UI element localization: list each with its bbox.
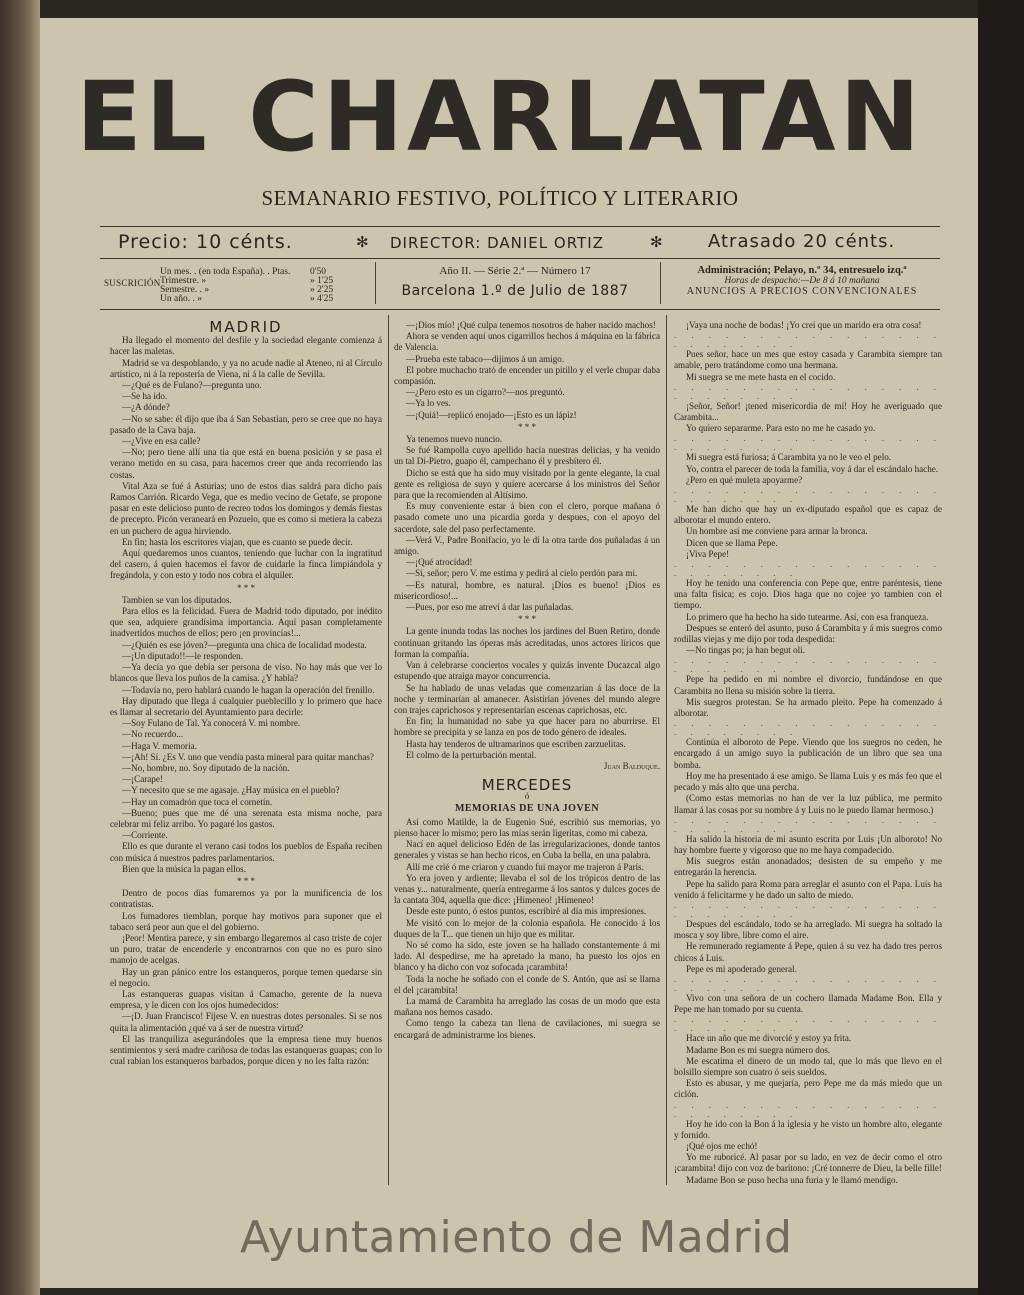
column-right: ¡Vaya una noche de bodas! ¡Yo creí que un marido era otra cosa! . . . . . . . . . . . . . . . . . . . . . . . . Pues señor, hace un mes que estoy casada y Carambita siempre tan amable, pero tratándome como una hermana. Mi suegra se me mete hasta en el cocido. . . . . . . . . . . . . . . . . . . . . . . . . ¡Señor, Señor! ¡tened misericordia de mí! Hoy he averiguado que Carambita... Yo quiero separarme. Para esto no me he casado yo. . . . . . . . . . . . . . . . . . . . . . . . . Mi suegra está furiosa; á Carambita ya no le veo el pelo. Yo, contra el parecer de toda la familia, voy á dar el escándalo hache. ¿Pero en qué muleta apoyarme? . . . . . . . . . . . . . . . . . . . . . . . . Me han dicho que hay un ex-diputado español que es capaz de alborotar el mundo entero. Un hombre así me conviene para armar la bronca. Dicen que se llama Pepe. ¡Viva Pepe! . . . . . . . . . . . . . . . . . . . . . . . . Hoy he tenido una conferencia con Pepe que, entre paréntesis, tiene una falta física; es cojo. Dios haga que no cojee yo tambien con el tiempo. Lo primero que ha hecho ha sido tutearme. Así, con esa franqueza. Despues se enteró del asunto, puso á Carambita y á mis suegros como rodillas viejas y me dijo por toda despedida: —No tingas po; ja han begut oli. . . . . . . . . . . . . . . . . . . . . . . . . Pepe ha pedido en mi nombre el divorcio, fundándose en que Carambita no llena su misión sobre la tierra. Mis suegros protestan. Se ha armado pleito. Pepe ha comenzado á alborotar. . . . . . . . . . . . . . . . . . . . . . . . . Continúa el alboroto de Pepe. Viendo que los suegros no ceden, he encargado á un amigo suyo la publicación de un libro que sea una bomba. Hoy me ha presentado á ese amigo. Se llama Luis y es más feo que el pecado y más alto que una percha. (Como estas memorias no han de ver la luz pública, me permito llamar á las cosas por su nombre á y Luis no le puedo llamar hermoso.) . . . . . . . . . . . . . . . . . . . . . . . . Ha salido la historia de mi asunto escrita por Luis ¡Un alboroto! No hay hombre fuerte y vigoroso que no me haya compadecido. Mis suegros están anonadados; desisten de su empeño y me entregarán la herencia. Pepe ha salido para Roma para arreglar el asunto con el Papa. Luis ha venido á felicitarme y he dado un salto de miedo. . . . . . . . . . . . . . . . . . . . . . . . . Despues del escándalo, todo se ha arreglado. Mi suegra ha soltado la mosca y soy libre, libre como el aire. He remunerado regiamente á Pepe, quien á su vez ha dado tres perros chicos á Luis. Pepe es mi apoderado general. . . . . . . . . . . . . . . . . . . . . . . . . Vivo con una señora de un cochero llamada Madame Bon. Ella y Pepe me han tomado por su cuenta. . . . . . . . . . . . . . . . . . . . . . . . . Hace un año que me divorcié y estoy ya frita. Madame Bon es mi suegra número dos. Me escatima el dinero de un modo tal, que lo más que llevo en el bolsillo siempre son cuatro ó seis sueldos. Esto es abusar, y me quejaría, pero Pepe me da más miedo que un ciclón. . . . . . . . . . . . . . . . . . . . . . . . . Hoy he ido con la Bon á la iglesia y he visto un hombre alto, elegante y fornido. ¡Qué ojos me echó! Yo me ruboricé. Al pasar por su lado, en vez de decir como el otro ¡carambita! dijo con voz de barítono: ¡Cré tonnerre de Dieu, la belle fille! Madame Bon se puso hecha una furia y le llamó mendigo. [674,320,942,1185]
issue-number: Año II. — Série 2.ª — Número 17 [439,265,591,277]
article-heading: MADRID [209,320,283,336]
divider [375,262,376,304]
separator-star: ✻ [356,233,369,251]
section-break: * * * [237,875,255,886]
back-issue-price: Atrasado 20 cénts. [708,231,896,252]
section-break: * * * [518,421,536,432]
price: Precio: 10 cénts. [118,231,293,253]
rule-mid [100,258,940,259]
book-binding [0,0,40,1295]
rule-bottom [100,309,940,310]
section-break: * * * [237,582,255,593]
column-divider [666,315,667,1185]
info-bar [100,229,940,255]
story-title: MERCEDES [481,776,573,795]
subscription-row: Un mes. . (en toda España). . Ptas. 0'50 [160,267,326,277]
column-madrid: MADRID Ha llegado el momento del desfile y la sociedad elegante comienza á hacer las maletas. Madrid se va despoblando, y ya no acude nadie al Ateneo, ni al Círculo artístico, ni á la repostería de Viena, ni á la calle de Sevilla. —¿Qué es de Fulano?—pregunta uno. —Se ha ido. —¿A dónde? —No se sabe: él dijo que iba á San Sebastian, pero se cree que no haya pasado de la Cava baja. —¿Vive en esa calle? —No; pero tiene allí una tia que está en buena posición y se pasa el verano metido en su casa, para hacernos creer que anda recorriendo las costas. Vital Aza se fué á Asturias; uno de estos dias saldrá para dicho país Ramos Carrión. Ricardo Vega, que es medio vecino de Getafe, se propone pasar en este delicioso punto de recreo todos los domingos y demás fiestas de precepto. Picón veraneará en Pozuelo, que es como si metiera la cabeza en un puchero de agua hirviendo. En fin; hasta los escritores viajan, que es cuanto se puede decir. Aquí quedaremos unos cuantos, teniendo que luchar con la ingratitud del casero, á quien hacemos el favor de cuidarle la finca limpiándola y fregándola, y con esto y todo nos cobra el alquiler. * * * Tambien se van los diputados. Para ellos es la felicidad. Fuera de Madrid todo diputado, por inédito que sea, adquiere grandísima importancia. Aquí pasan completamente inadvertidos muchos de ellos; pero ¡en provincias!... —¿Quién es ese jóven?—pregunta una chica de localidad modesta. —¡Un diputado!!—le responden. —Ya decía yo que debía ser persona de viso. No hay más que ver lo blancos que lleva los puños de la camisa. ¿Y habla? —Todavía no, pero hablará cuando le hagan la operación del frenillo. Hay diputado que llega á cualquier pueblecillo y lo primero que hace es llamar al secretario del Ayuntamiento para decirle: —Soy Fulano de Tal. Ya conocerá V. mi nombre. —No recuerdo... —Haga V. memoria. —¡Ah! Sí. ¿Es V. uno que vendía pasta mineral para quitar manchas? —No, hombre, no. Soy diputado de la nación. —¡Carape! —Y necesito que se me agasaje. ¿Hay música en el pueblo? —Hay un comadrón que toca el cornetín. —Bueno; pues que me dé una serenata esta misma noche, para celebrar mi feliz arribo. Yo pagaré los gastos. —Corriente. Ello es que durante el verano casi todos los pueblos de España reciben con música á nuestros padres parlamentarios. Bien que la música la pagan ellos. * * * Dentro de pocos días fumaremos ya por la munificencia de los contratistas. Los fumadores tiemblan, porque hay motivos para suponer que el tabaco será peor aun que el del gobierno. ¡Peor! Mentira parece, y sin embargo llegaremos al caso triste de cojer un puro, tratar de encenderle y encontrarnos con que no es puro sino manojo de acelgas. Hay un gran pánico entre los estanqueros, porque temen quedarse sin el negocio. Las estanqueras guapas visitan á Camacho, gerente de la nueva empresa, y le dicen con los ojos humedecidos: —¡D. Juan Francisco! Fíjese V. en nuestras dotes personales. Si se nos quita la alimentación ¿qué va á ser de nuestra virtud? El las tranquiliza asegurándoles que la empresa tiene muy buenos sentimientos y será madre cariñosa de todas las estanqueras guapas; con lo cual rabian los estanqueros barbados, porque dicen y no les falta razón: [110,320,382,1067]
issue-date: Barcelona 1.º de Julio de 1887 [401,283,629,299]
rule-top [100,226,940,227]
subscription-row: Un año. . » » 4'25 [160,294,334,304]
watermark: Ayuntamiento de Madrid [240,1212,793,1263]
author-signature: Juan Balduque. [603,760,660,771]
masthead-subtitle: SEMANARIO FESTIVO, POLÍTICO Y LITERARIO [261,186,739,210]
masthead-title: EL CHARLATAN [76,61,924,173]
director: DIRECTOR: DANIEL ORTIZ [390,234,604,252]
column-divider [388,315,389,1185]
subscription-label: SUSCRICIÓN [104,278,161,288]
subscription-row: Trimestre. » » 1'25 [160,276,334,286]
divider [660,262,661,304]
separator-star: ✻ [650,233,663,251]
section-break: * * * [518,614,536,625]
issue-info [380,265,650,303]
administration-info: Administración; Pelayo, n.º 34, entresuelo izq.ª Horas de despacho:—De 8 á 10 mañana ANUNCIOS A PRECIOS CONVENCIONALES [686,265,918,297]
story-subtitle: MEMORIAS DE UNA JOVEN [454,802,600,814]
subscription-row: Semestre. . » » 2'25 [160,285,334,295]
column-middle: —¡Dios mío! ¡Qué culpa tenemos nosotros de haber nacido machos! Ahora se venden aquí unos cigarrillos hechos á máquina en la fábrica de Valencia. —Prueba este tabaco—dijimos á un amigo. El pobre muchacho trató de encender un pitillo y el verle chupar daba compasión. —¿Pero esto es un cigarro?—nos preguntó. —Ya lo ves. —¡Quiá!—replicó enojado—¡Esto es un lápiz! * * * Ya tenemos nuevo nuncio. Se fué Rampolla cuyo apellido hacía nuestras delicias, y ha venido un tal Di-Pietro, guapo él, campechano él y presbítero él. Dicho se está que ha sido muy visitado por la gente elegante, la cual gente es religiosa de suyo y quiere acercarse á los ministros del Señor para que la recomienden al Altísimo. Es muy conveniente estar á bien con el clero, porque mañana ó pasado comete uno una picardía gorda y despues, con el apoyo del sacerdote, sale del paso perfectamente. —Verá V., Padre Bonifacio, yo le dí la otra tarde dos puñaladas á un amigo. —¡Qué atrocidad! —Sí, señor; pero V. me estima y pedirá al cielo perdón para mí. —Es natural, hombre, es natural. ¡Dios es bueno! ¡Dios es misericordioso!... —Pues, por eso me atreví á dar las puñaladas. * * * La gente inunda todas las noches los jardines del Buen Retiro, donde continuan gritando las óperas más acreditadas, unos actores líricos que forman la compañía. Van á celebrarse conciertos vocales y quizás invente Ducazcal algo estupendo que atraiga mayor concurrencia. Se ha hablado de unas veladas que comenzarían á las doce de la noche y terminarían al amanecer. Asistirían jóvenes del mundo alegre con trajes caprichosos y representarían escenas caprichosas, etc. En fin; la humanidad no sabe ya que hacer para no aburrirse. El hombre se precipita y se lanza en pos de todo género de ideales. Hasta hay tenderos de ultramarinos que escriben zarzuelitas. El colmo de la perturbación mental. Juan Balduque. MERCEDES ó MEMORIAS DE UNA JOVEN Así como Matilde, la de Eugenio Sué, escribió sus memorias, yo pienso hacer lo mismo; pero las mías serán ligeritas, como mi cabeza. Nací en aquel delicioso Edén de las irregularizaciones, donde tantos generales y vistas se han hecho ricos, en Cuba la bella, en una palabra. Allí me crié ó me criaron y cuando fui mayor me trajeron á París. Yo era joven y ardiente; llevaba el sol de los trópicos dentro de las venas y... naturalmente, quería entregarme á los santos y dulces goces de la cantata 304, aquella que dice: ¡Himeneo! ¡Himeneo! Desde este punto, ó estos puntos, escribiré al día mis impresiones. Me visitó con lo mejor de la colonia española. He conocido á los duques de la T... que tienen un hijo que es militar. No sé como ha sido, este joven se ha hallado constantemente á mi lado. Al despedirse, me ha apretado la mano, ha puesto los ojos en blanco y ha dicho con voz sofocada ¡carambita! Toda la noche he soñado con el conde de S. Antón, que así se llama el del ¡carambita! La mamá de Carambita ha arreglado las cosas de un modo que esta mañana nos hemos casado. Como tengo la cabeza tan llena de cavilaciones, mi suegra se encargará de administrarme los bienes. [394,320,660,1040]
scan-border [978,0,1024,1295]
subscription-table [100,265,370,303]
